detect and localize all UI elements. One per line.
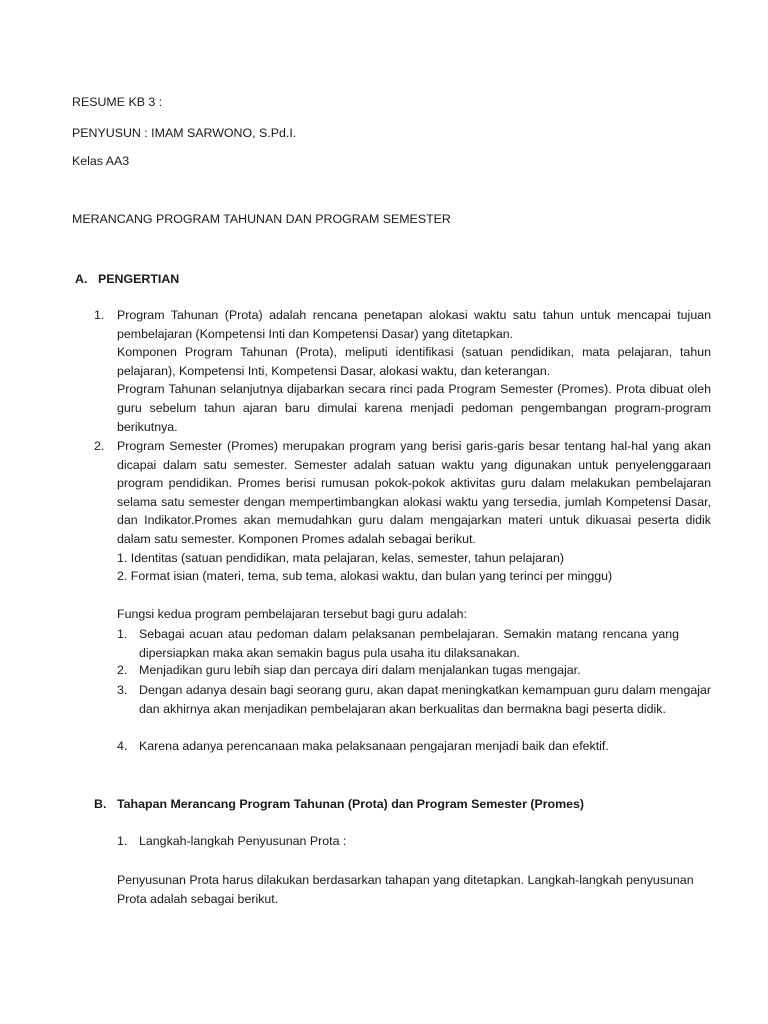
fungsi-marker-4: 4. [117,739,128,753]
item-1-paragraph-2: Komponen Program Tahunan (Prota), meliputi identifikasi (satuan pendidikan, mata pelajaran, tahun pelajaran), Kompetensi Inti, Kompetensi Dasar, alokasi waktu, dan keterangan. [117,345,711,378]
item-1-paragraph-1: Program Tahunan (Prota) adalah rencana penetapan alokasi waktu satu tahun untuk mencapai tujuan pembelajaran (Kompetensi Inti dan Kompetensi Dasar) yang ditetapkan. [117,308,711,341]
item-1-body [117,306,711,436]
fungsi-marker-2: 2. [117,663,128,677]
fungsi-marker-1: 1. [117,627,128,641]
class-line: Kelas AA3 [72,154,130,168]
item-2-sub-2: 2. Format isian (materi, tema, sub tema, alokasi waktu, dan bulan yang terinci per minggu) [117,569,613,584]
section-b-item-1: Langkah-langkah Penyusunan Prota : [139,834,347,848]
item-2-marker: 2. [94,439,105,453]
author-line: PENYUSUN : IMAM SARWONO, S.Pd.I. [72,126,297,140]
fungsi-intro: Fungsi kedua program pembelajaran tersebut bagi guru adalah: [117,607,467,621]
item-1-marker: 1. [94,308,105,322]
section-a-marker: A. [75,272,88,286]
item-2-body [117,437,711,586]
fungsi-marker-3: 3. [117,683,128,697]
section-b-heading: Tahapan Merancang Program Tahunan (Prota) dan Program Semester (Promes) [117,797,585,811]
document-title: MERANCANG PROGRAM TAHUNAN DAN PROGRAM SEMESTER [72,212,451,226]
fungsi-item-2: Menjadikan guru lebih siap dan percaya diri dalam menjalankan tugas mengajar. [139,663,581,677]
item-1-paragraph-3: Program Tahunan selanjutnya dijabarkan secara rinci pada Program Semester (Promes). Prota dibuat oleh guru sebelum tahun ajaran baru dimulai karena menjadi pedoman pengembangan program-program berikutnya. [117,382,711,434]
item-2-sub-1: 1. Identitas (satuan pendidikan, mata pelajaran, kelas, semester, tahun pelajaran) [117,550,565,565]
section-b-item-1-marker: 1. [117,834,128,848]
fungsi-item-4: Karena adanya perencanaan maka pelaksanaan pengajaran menjadi baik dan efektif. [139,739,609,753]
resume-label: RESUME KB 3 : [72,95,163,109]
section-b-marker: B. [94,797,107,811]
section-b-paragraph: Penyusunan Prota harus dilakukan berdasarkan tahapan yang ditetapkan. Langkah-langkah penyusunan Prota adalah sebagai berikut. [117,873,694,906]
fungsi-item-1: Sebagai acuan atau pedoman dalam pelaksanan pembelajaran. Semakin matang rencana yang dipersiapkan maka akan semakin bagus pula usaha itu dilaksanakan. [139,627,679,660]
section-a-heading: PENGERTIAN [98,272,180,286]
fungsi-item-3: Dengan adanya desain bagi seorang guru, akan dapat meningkatkan kemampuan guru dalam mengajar dan akhirnya akan menjadikan pembelajaran akan berkualitas dan bermakna bagi peserta didik. [139,683,711,716]
item-2-paragraph: Program Semester (Promes) merupakan program yang berisi garis-garis besar tentang hal-hal yang akan dicapai dalam satu semester. Semester adalah satuan waktu yang digunakan untuk penyelenggaraan program pendidikan. Promes berisi rumusan pokok-pokok aktivitas guru dalam melakukan pembelajaran selama satu semester dengan mempertimbangkan alokasi waktu yang tersedia, jumlah Kompetensi Dasar, dan Indikator.Promes akan memudahkan guru dalam mengajarkan materi untuk dikuasai peserta didik dalam satu semester. Komponen Promes adalah sebagai berikut. [117,439,711,546]
